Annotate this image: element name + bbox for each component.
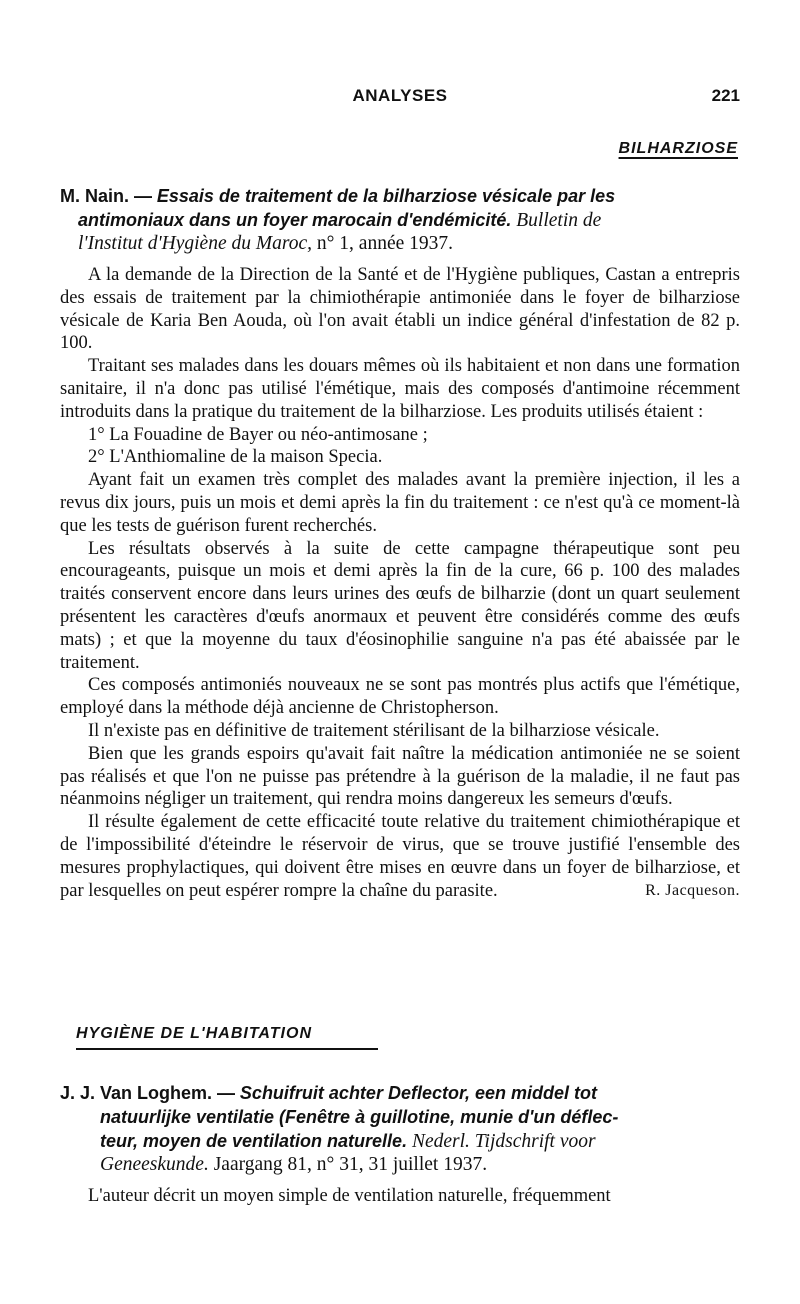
article1-paragraph: Ayant fait un examen très complet des malades avant la première injection, il les a revus dix jours, puis un mois et demi après la fin du traitement : ce n'est qu'à ce moment-là que les tests de guérison furent recherchés.: [60, 470, 740, 536]
article2-issue: Jaargang 81, n° 31, 31 juillet 1937.: [213, 1154, 488, 1175]
article2-paragraph: L'auteur décrit un moyen simple de ventilation naturelle, fréquemment: [88, 1186, 611, 1206]
article1-paragraph: A la demande de la Direction de la Santé et de l'Hygiène publiques, Castan a entrepris des essais de traitement par la chimiothérapie antimoniée dans le foyer de bilharziose vésicale de Karia Ben Aouda, où l'on avait établi un indice général d'infestation de 82 p. 100.: [60, 265, 740, 354]
article1-paragraph: [60, 811, 740, 902]
page-header: [60, 86, 740, 110]
page-number: 221: [711, 86, 740, 105]
article1-journal-line3: l'Institut d'Hygiène du Maroc,: [78, 233, 312, 254]
article1-reference: [60, 184, 720, 256]
article1-paragraph: Il n'existe pas en définitive de traitement stérilisant de la bilharziose vésicale.: [88, 720, 660, 741]
article2-title-line1: Schuifruit achter Deflector, een middel tot: [239, 1083, 597, 1103]
article1-paragraph: Traitant ses malades dans les douars mêmes où ils habitaient et non dans une formation sanitaire, il n'a donc pas utilisé l'émétique, mais des composés d'antimoine récemment introduits dans la pratique du traitement de la bilharziose. Les produits utilisés étaient :: [60, 356, 740, 422]
article1-list-item: 1° La Fouadine de Bayer ou néo-antimosane ;: [88, 424, 428, 445]
section-heading-habitation: HYGIÈNE DE L'HABITATION: [76, 1025, 312, 1042]
article1-paragraph: Les résultats observés à la suite de cette campagne thérapeutique sont peu encourageants, puisque un mois et demi après la fin de la cure, 66 p. 100 des malades traités conservent encore dans leurs urines des œufs de bilharzie (dont un quart seulement présentent les caractères d'œufs anormaux et peuvent être considérés comme des œufs mats) ; et que la moyenne du taux d'éosinophilie sanguine n'a pas été abaissée par le traitement.: [60, 538, 740, 673]
section-heading-bilharziose: BILHARZIOSE: [618, 140, 738, 157]
article1-list-item: 2° L'Anthiomaline de la maison Specia.: [88, 447, 383, 468]
article2-author: J. J. Van Loghem. —: [60, 1083, 236, 1103]
article1-issue: n° 1, année 1937.: [316, 233, 454, 254]
section-underline: [76, 1048, 378, 1050]
article1-title-line2: antimoniaux dans un foyer marocain d'endémicité.: [78, 210, 512, 230]
running-title: ANALYSES: [352, 86, 448, 105]
article2-reference: [60, 1081, 740, 1177]
article2-journal-line3: Nederl. Tijdschrift voor: [411, 1131, 596, 1152]
article1-journal-line2: Bulletin de: [516, 210, 602, 231]
article1-body: [60, 264, 740, 902]
article2-title-line2: natuurlijke ventilatie (Fenêtre à guillotine, munie d'un déflec-: [100, 1107, 619, 1127]
article1-paragraph: Ces composés antimoniés nouveaux ne se sont pas montrés plus actifs que l'émétique, employé dans la méthode déjà ancienne de Christopherson.: [60, 675, 740, 719]
article1-author: M. Nain. —: [60, 186, 153, 206]
article2-title-line3: teur, moyen de ventilation naturelle.: [100, 1131, 408, 1151]
article1-last-paragraph-text: Il résulte également de cette efficacité toute relative du traitement chimiothérapique et de l'impossibilité d'éteindre le réservoir de virus, que se trouve justifié l'ensemble des mesures prophylactiques, qui doivent être mises en œuvre dans un foyer de bilharziose, et par lesquelles on peut espérer rompre la chaîne du parasite.: [60, 812, 740, 901]
article2-body: [60, 1185, 740, 1208]
article2-journal-line4: Geneeskunde.: [100, 1154, 209, 1175]
article1-paragraph: Bien que les grands espoirs qu'avait fait naître la médication antimoniée ne se soient pas réalisés et que l'on ne puisse pas prétendre à la guérison de la maladie, il ne faut pas néanmoins négliger un traitement, qui rendra moins dangereux les semeurs d'œufs.: [60, 743, 740, 810]
article1-title-line1: Essais de traitement de la bilharziose vésicale par les: [156, 186, 616, 206]
article1-signature: R. Jacqueson.: [645, 881, 740, 899]
